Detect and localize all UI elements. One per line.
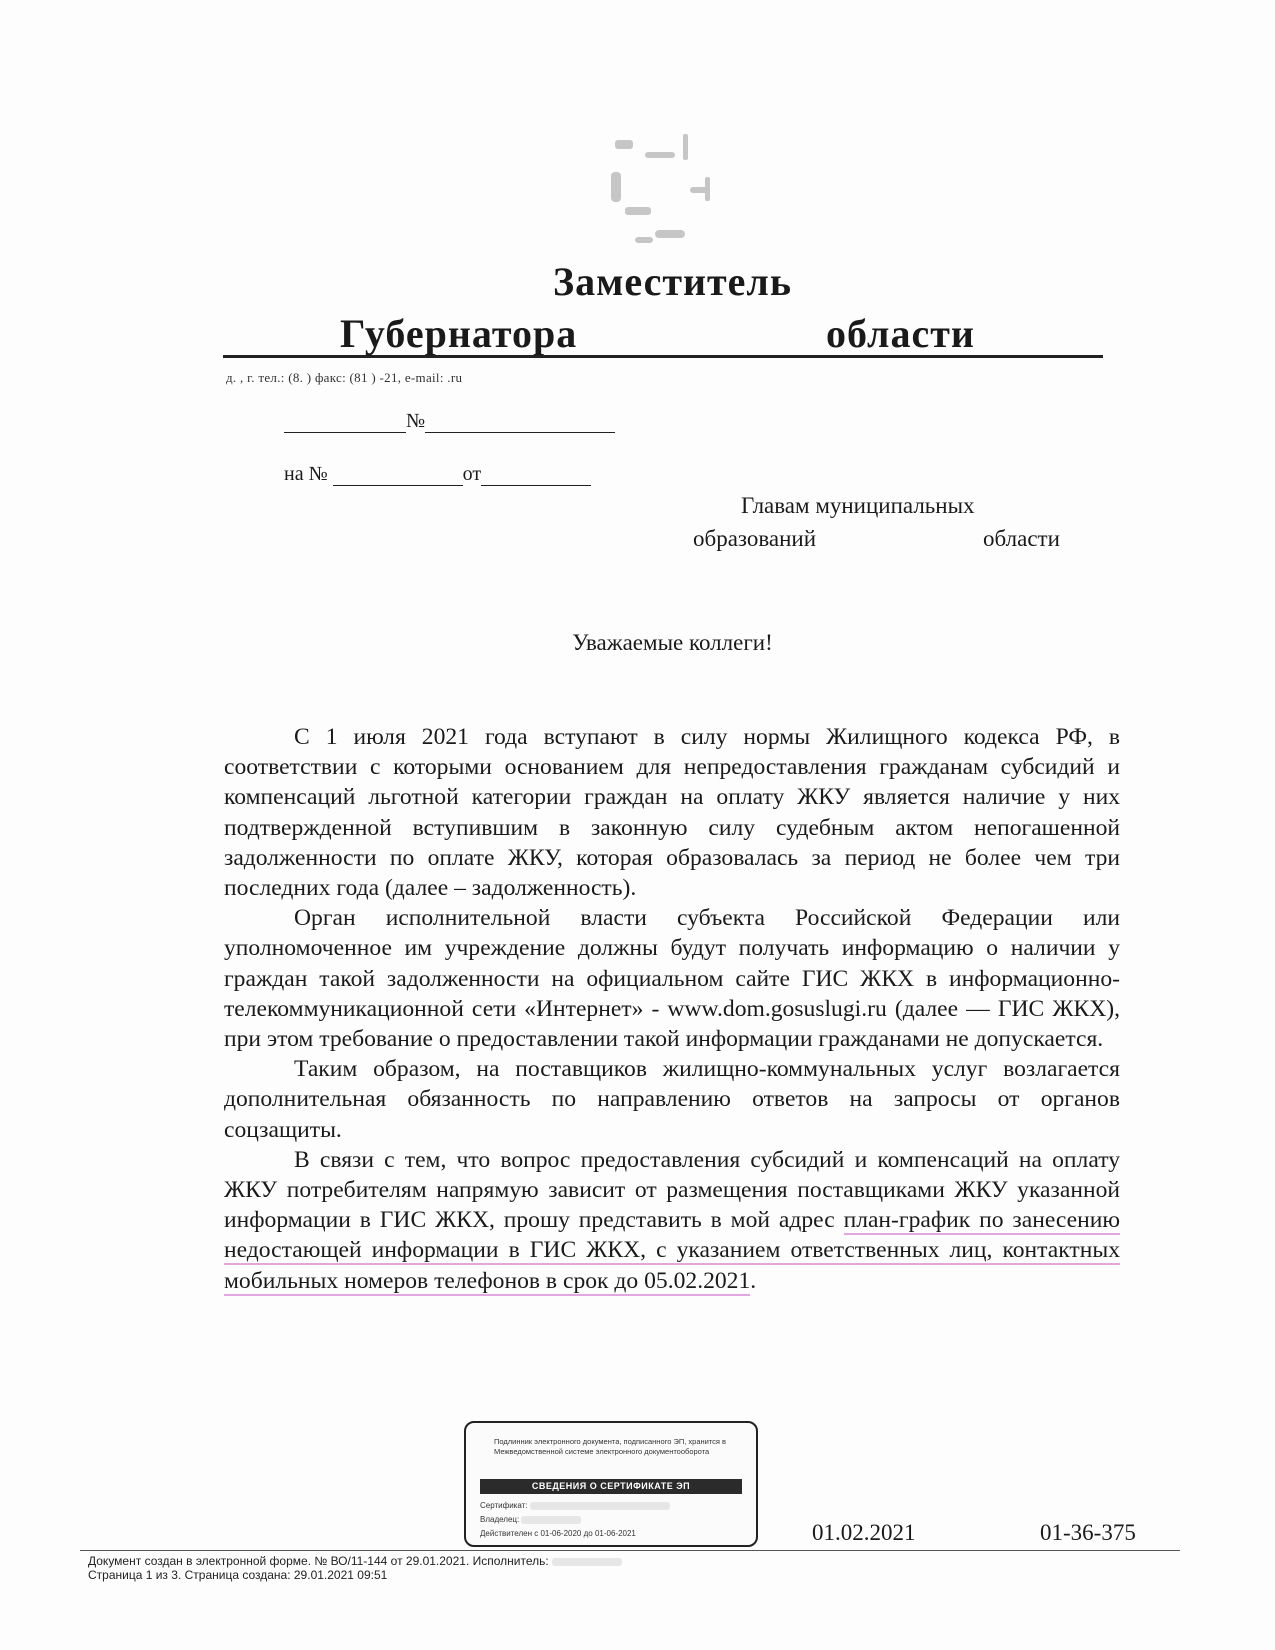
paragraph-1: С 1 июля 2021 года вступают в силу нормы Жилищного кодекса РФ, в соответствии с которыми основанием для непредоставления гражданам субсидий и компенсаций льготной категории граждан на оплату ЖКУ является наличие у них подтвержденной вступившим в законную силу судебным актом непогашенной задолженности по оплате ЖКУ, которая образовалась за период не более чем три последних года (далее – задолженность). [224,724,1120,902]
footer-line2: Страница 1 из 3. Страница создана: 29.01.2021 09:51 [88,1568,388,1582]
addressee-line1: Главам муниципальных [741,493,975,518]
coat-of-arms-icon [605,132,735,254]
stamp-certificate: Сертификат: [480,1501,670,1510]
letterhead-title: Заместитель [552,259,793,304]
addressee-line2-left: образований [693,526,817,551]
stamp-note: Подлинник электронного документа, подписанного ЭП, хранится в Межведомственной системе электронного документооборота [494,1437,727,1456]
stamp-validity: Действителен с 01-06-2020 до 01-06-2021 [480,1529,636,1538]
letterhead-subtitle-right: области [826,311,975,356]
contact-line: д. , г. тел.: (8. ) факс: (81 ) -21, e-mail: .ru [226,370,463,385]
paragraph-3: Таким образом, на поставщиков жилищно-коммунальных услуг возлагается дополнительная обязанность по направлению ответов на запросы от органов соцзащиты. [224,1056,1120,1143]
footer-rule [80,1550,1180,1551]
footer-line1: Документ создан в электронной форме. № ВО/11-144 от 29.01.2021. Исполнитель: [88,1554,622,1568]
outgoing-number: 01-36-375 [1040,1520,1136,1545]
reference-number-line [284,463,591,486]
stamp-header: СВЕДЕНИЯ О СЕРТИФИКАТЕ ЭП [480,1479,742,1494]
addressee-line2-right: области [983,526,1060,551]
paragraph-4-start: В связи с тем, что вопрос предоставления субсидий и компенсаций на оплату ЖКУ потребителям напрямую зависит от размещения поставщиками ЖКУ указанной информации в ГИС ЖКХ, прошу представить в мой адрес [224,1146,1120,1234]
paragraph-4-end: . [750,1267,757,1294]
letterhead-subtitle-left: Губернатора [340,311,578,356]
ref-from: от [462,463,482,485]
outgoing-number-line [284,410,615,433]
letter-date: 01.02.2021 [812,1520,916,1545]
greeting: Уважаемые коллеги! [572,630,773,655]
ref-prefix: на № [284,463,328,485]
signature-certificate-stamp [464,1421,758,1547]
highlighted-request: план-график по занесению недостающей информации в ГИС ЖКХ, с указанием ответственных лиц, контактных мобильных номеров телефонов в срок до 05.02.2021 [224,1207,1120,1294]
stamp-owner: Владелец: [480,1515,581,1524]
letter-body [224,722,1120,1296]
paragraph-4 [224,1145,1120,1296]
paragraph-2: Орган исполнительной власти субъекта Российской Федерации или уполномоченное им учреждение должны будут получать информацию о наличии у граждан такой задолженности на официальном сайте ГИС ЖКХ в информационно-телекоммуникационной сети «Интернет» - www.dom.gosuslugi.ru (далее — ГИС ЖКХ), при этом требование о предоставлении такой информации гражданами не допускается. [224,905,1120,1053]
letterhead-rule [223,355,1103,358]
page-footer [88,1554,622,1582]
number-sign: № [406,410,426,432]
